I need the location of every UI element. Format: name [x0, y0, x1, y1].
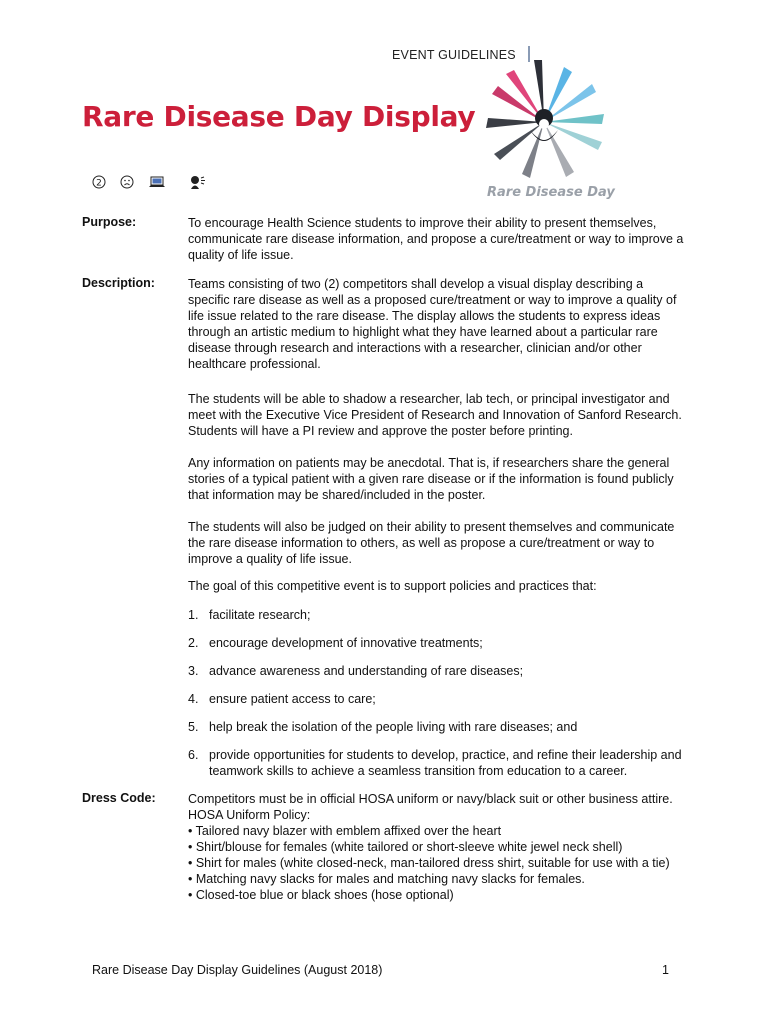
logo-caption: Rare Disease Day	[487, 185, 615, 200]
dress-code-line: Competitors must be in official HOSA uniform or navy/black suit or other business attire.	[188, 792, 673, 806]
svg-text:2: 2	[96, 178, 102, 189]
dress-code-label: Dress Code:	[82, 791, 156, 805]
purpose-label: Purpose:	[82, 215, 137, 229]
dress-code-line: • Matching navy slacks for males and matching navy slacks for females.	[188, 872, 585, 886]
dress-code-line: • Shirt/blouse for females (white tailored or short-sleeve white jewel neck shell)	[188, 840, 623, 854]
hand-teal	[544, 114, 604, 150]
description-para-2: The students will be able to shadow a researcher, lab tech, or principal investigator and meet with the Executive Vice President of Research and Innovation of Sanford Research. Students will have a PI review and approve the poster before printing.	[188, 392, 682, 438]
description-para-4: The students will also be judged on their ability to present themselves and communicate the rare disease information to others, as well as propose a cure/treatment or way to improve a quality of life issue.	[188, 520, 675, 566]
sad-face-icon	[120, 175, 134, 194]
speaking-person-icon	[190, 175, 206, 194]
dress-code-line: • Tailored navy blazer with emblem affixed over the heart	[188, 824, 502, 838]
purpose-text: To encourage Health Science students to improve their ability to present themselves, communicate rare disease information, and propose a cure/treatment or way to improve a quality of life issue.	[188, 216, 684, 262]
dress-code-line: • Shirt for males (white closed-neck, man-tailored dress shirt, suitable for use with a tie)	[188, 856, 670, 870]
description-para-5: The goal of this competitive event is to support policies and practices that:	[188, 579, 597, 593]
laptop-icon	[148, 175, 166, 194]
dress-code-text	[188, 791, 698, 903]
page-number: 1	[662, 963, 669, 977]
dress-code-line: • Closed-toe blue or black shoes (hose optional)	[188, 888, 454, 902]
clock-icon	[92, 175, 106, 194]
description-label: Description:	[82, 276, 155, 290]
footer-title: Rare Disease Day Display Guidelines (August 2018)	[92, 963, 383, 977]
description-para-1: Teams consisting of two (2) competitors shall develop a visual display describing a specific rare disease as well as a proposed cure/treatment or way to improve a quality of life issue related to the rare disease. The display allows the students to express ideas through an artistic medium to highlight what they have learned about a particular rare disease through research and interactions with a researcher, clinician and/or other healthcare professional.	[188, 277, 677, 371]
page-title: Rare Disease Day Display	[82, 100, 476, 133]
description-para-3: Any information on patients may be anecdotal. That is, if researchers share the general stories of a typical patient with a given rare disease or if the information is found publicly that information may be shared/included in the poster.	[188, 456, 674, 502]
event-icons	[92, 175, 220, 194]
document-header-label: EVENT GUIDELINES	[392, 48, 516, 62]
dress-code-line: HOSA Uniform Policy:	[188, 808, 311, 822]
